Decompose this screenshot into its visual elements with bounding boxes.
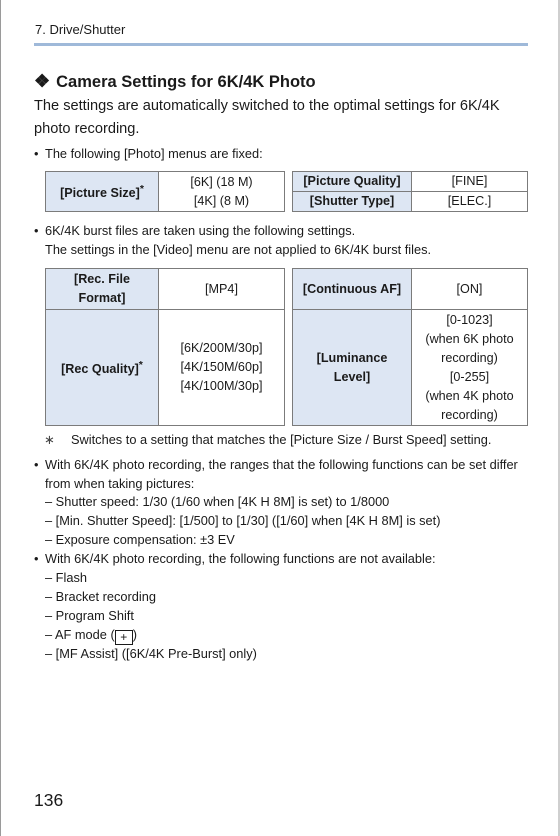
picture-quality-label: [Picture Quality]: [293, 172, 412, 192]
bullet-text: The following [Photo] menus are fixed:: [45, 146, 263, 161]
bullet-dot: •: [34, 146, 39, 161]
bullet-text: With 6K/4K photo recording, the ranges that the following functions can be set differ from when taking pictures:: [45, 457, 518, 491]
picture-size-label: [Picture Size]*: [46, 172, 159, 212]
list-item: – Exposure compensation: ±3 EV: [45, 532, 235, 547]
burst-settings-table-right: [292, 268, 528, 426]
rec-quality-values: [6K/200M/30p] [4K/150M/60p] [4K/100M/30p]: [159, 310, 285, 426]
rec-file-format-value: [MP4]: [159, 269, 285, 310]
shutter-type-label: [Shutter Type]: [293, 192, 412, 212]
burst-settings-table-left: [45, 268, 285, 426]
bullet-dot: •: [34, 551, 39, 566]
picture-quality-value: [FINE]: [412, 172, 528, 192]
list-item: – AF mode ( + ): [45, 627, 137, 644]
intro-line: photo recording.: [34, 121, 140, 137]
list-item: – Program Shift: [45, 608, 134, 623]
footnote-symbol: ∗: [44, 432, 55, 447]
diamond-icon: ❖: [34, 71, 51, 91]
bullet-dot: •: [34, 457, 39, 472]
list-item: – [Min. Shutter Speed]: [1/500] to [1/30] ([1/60] when [4K H 8M] is set): [45, 513, 441, 528]
intro-line: The settings are automatically switched to the optimal settings for 6K/4K: [34, 98, 500, 114]
list-item: – Bracket recording: [45, 589, 156, 604]
rec-quality-label: [Rec Quality]*: [46, 310, 159, 426]
header-rule: [34, 43, 528, 46]
shutter-type-value: [ELEC.]: [412, 192, 528, 212]
bullet-dot: •: [34, 223, 39, 238]
list-item: – [MF Assist] ([6K/4K Pre-Burst] only): [45, 646, 257, 661]
intro-paragraph: [34, 95, 529, 141]
continuous-af-value: [ON]: [412, 269, 528, 310]
continuous-af-label: [Continuous AF]: [293, 269, 412, 310]
af-area-icon: +: [115, 630, 133, 645]
luminance-level-values: [0-1023] (when 6K photo recording) [0-255] (when 4K photo recording): [412, 310, 528, 426]
list-item: – Shutter speed: 1/30 (1/60 when [4K H 8M] is set) to 1/8000: [45, 494, 390, 509]
footnote-text: Switches to a setting that matches the [Picture Size / Burst Speed] setting.: [71, 432, 492, 447]
bullet-text: 6K/4K burst files are taken using the following settings. The settings in the [Video] menu are not applied to 6K/4K burst files.: [45, 223, 432, 257]
photo-settings-table-left: [45, 171, 285, 212]
page-left-edge: [0, 0, 1, 836]
section-title-text: Camera Settings for 6K/4K Photo: [56, 73, 316, 91]
bullet-text: With 6K/4K photo recording, the following functions are not available:: [45, 551, 436, 566]
list-item: – Flash: [45, 570, 87, 585]
photo-settings-table-right: [292, 171, 528, 212]
page-number: 136: [34, 790, 64, 810]
rec-file-format-label: [Rec. File Format]: [46, 269, 159, 310]
section-title: [34, 71, 316, 92]
breadcrumb: 7. Drive/Shutter: [35, 22, 126, 37]
picture-size-value: [6K] (18 M) [4K] (8 M): [159, 172, 285, 212]
luminance-level-label: [Luminance Level]: [293, 310, 412, 426]
